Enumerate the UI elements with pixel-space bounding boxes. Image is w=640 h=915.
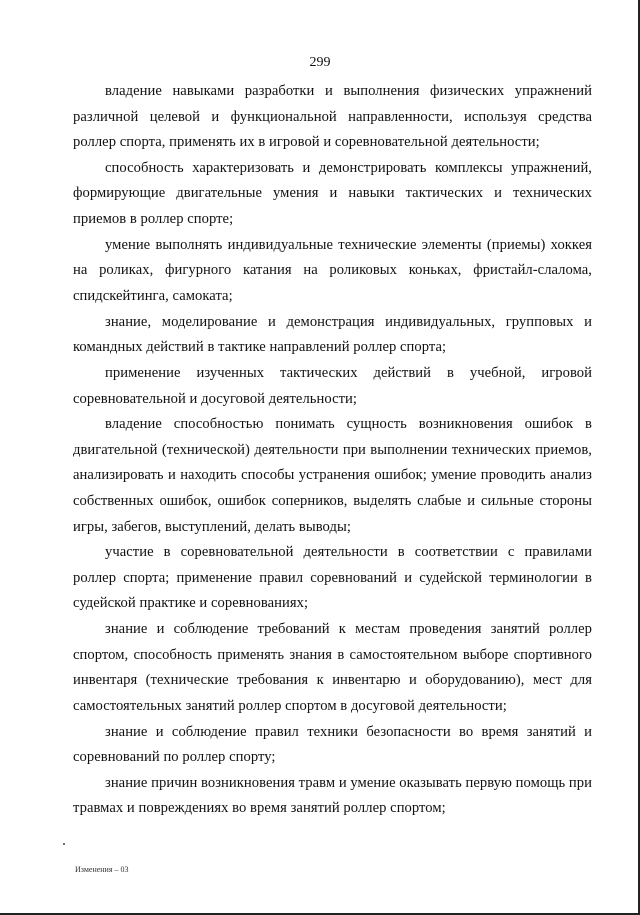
paragraph: знание, моделирование и демонстрация индивидуальных, групповых и командных действий в тактике направлений роллер спорта; [73,313,592,356]
scan-speck [63,843,65,845]
paragraph: участие в соревновательной деятельности в соответствии с правилами роллер спорта; применение правил соревнований и судейской терминологии в судейской практике и соревнованиях; [73,544,592,612]
paragraph: владение способностью понимать сущность возникновения ошибок в двигательной (технической) деятельности при выполнении технических приемов, анализировать и находить способы устранения ошибок; умение проводить анализ собственных ошибок, ошибок соперников, выделять слабые и сильные стороны игры, забегов, выступлений, делать выводы; [73,416,592,535]
page-number: 299 [309,55,331,70]
paragraph: применение изученных тактических действий в учебной, игровой соревновательной и досуговой деятельности; [73,364,592,407]
paragraph: способность характеризовать и демонстрировать комплексы упражнений, формирующие двигательные умения и навыки тактических и технических приемов в роллер спорте; [73,159,592,228]
paragraph: знание и соблюдение требований к местам проведения занятий роллер спортом, способность применять знания в самостоятельном выборе спортивного инвентаря (технические требования к инвентарю и оборудованию), мест для самостоятельных занятий роллер спортом в досуговой деятельности; [73,621,592,714]
paragraph: умение выполнять индивидуальные технические элементы (приемы) хоккея на роликах, фигурного катания на роликовых коньках, фристайл-слалома, спидскейтинга, самоката; [73,236,592,304]
paragraph: знание и соблюдение правил техники безопасности во время занятий и соревнований по роллер спорту; [73,723,592,766]
body-text [73,79,592,822]
footer-revision: Изменения – 03 [75,865,129,874]
paragraph: владение навыками разработки и выполнения физических упражнений различной целевой и функциональной направленности, используя средства роллер спорта, применять их в игровой и соревновательной деятельности; [73,83,592,151]
paragraph: знание причин возникновения травм и умение оказывать первую помощь при травмах и повреждениях во время занятий роллер спортом; [73,774,592,817]
